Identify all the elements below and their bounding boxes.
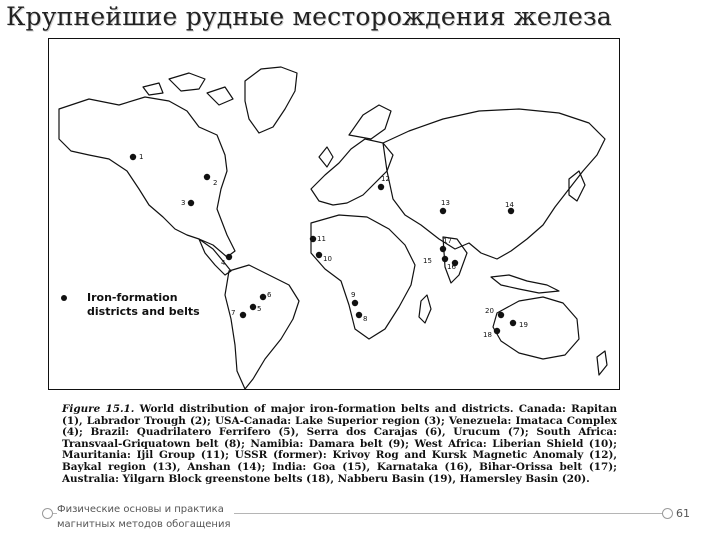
district-marker: [240, 312, 246, 318]
district-marker: [494, 328, 500, 334]
district-marker: [260, 294, 266, 300]
district-marker: [498, 312, 504, 318]
page-number: 61: [676, 507, 690, 520]
footer-course-title: [57, 502, 234, 532]
district-label: 8: [363, 315, 368, 323]
district-label: 2: [213, 179, 218, 187]
caption-label: Figure 15.1.: [62, 403, 135, 415]
legend-label-line1: Iron-formation: [87, 291, 178, 304]
district-marker: [510, 320, 516, 326]
indonesia-outline: [491, 275, 559, 293]
figure-caption: [62, 404, 617, 485]
district-marker: [130, 154, 136, 160]
legend-marker: [61, 295, 67, 301]
british-isles-outline: [319, 147, 333, 167]
slide-title: Крупнейшие рудные месторождения железа: [6, 2, 612, 31]
district-label: 19: [519, 321, 528, 329]
district-label: 6: [267, 291, 272, 299]
district-label: 16: [447, 263, 456, 271]
district-label: 9: [351, 291, 356, 299]
district-marker: [352, 300, 358, 306]
scandinavia-outline: [349, 105, 391, 139]
district-label: 4: [221, 259, 226, 267]
district-marker: [226, 254, 232, 260]
district-label: 7: [231, 309, 236, 317]
district-label: 18: [483, 331, 492, 339]
footer-bullet-right: [662, 508, 673, 519]
district-marker: [442, 256, 448, 262]
district-marker: [316, 252, 322, 258]
district-marker: [188, 200, 194, 206]
footer-line1: Физические основы и практика: [57, 504, 224, 515]
district-label: 3: [181, 199, 186, 207]
district-label: 11: [317, 235, 326, 243]
australia-outline: [493, 297, 579, 359]
map-legend: [61, 291, 200, 319]
district-label: 10: [323, 255, 332, 263]
caption-text: World distribution of major iron-formation belts and districts. Canada: Rapitan (1), Labrador Trough (2); USA-Canada: Lake Superior region (3); Venezuela: Imataca Complex (4); Brazil: Quadrilatero Ferrifero (5), Serra dos Carajas (6), Urucum (7); South Africa: Transvaal-Griquatown belt (8); Namibia: Damara belt (9); West Africa: Liberian Shield (10); Mauritania: Ijil Group (11); USSR (former): Krivoy Rog and Kursk Magnetic Anomaly (12), Baykal region (13), Anshan (14); India: Goa (15), Karnataka (16), Bihar-Orissa belt (17); Australia: Yilgarn Block greenstone belts (18), Nabberu Basin (19), Hamersley Basin (20).: [62, 403, 617, 485]
district-label: 12: [381, 175, 390, 183]
district-marker: [310, 236, 316, 242]
world-map: [48, 38, 620, 390]
district-marker: [440, 208, 446, 214]
new-zealand-outline: [597, 351, 607, 375]
district-marker: [250, 304, 256, 310]
legend-label-line2: districts and belts: [87, 305, 200, 318]
district-label: 15: [423, 257, 432, 265]
district-label: 17: [443, 237, 452, 245]
figure: [48, 38, 622, 500]
district-marker: [440, 246, 446, 252]
district-label: 5: [257, 305, 262, 313]
arctic-islands-outline: [143, 73, 233, 105]
footer-line2: магнитных методов обогащения: [57, 519, 231, 530]
district-label: 1: [139, 153, 144, 161]
district-label: 20: [485, 307, 494, 315]
district-marker: [204, 174, 210, 180]
madagascar-outline: [419, 295, 431, 323]
district-label: 14: [505, 201, 514, 209]
greenland-outline: [245, 67, 297, 133]
footer-bullet-left: [42, 508, 53, 519]
asia-outline: [383, 109, 605, 259]
europe-outline: [311, 139, 393, 205]
south-america-outline: [225, 265, 299, 389]
district-marker: [378, 184, 384, 190]
world-map-drawing: [49, 39, 621, 391]
district-marker: [356, 312, 362, 318]
district-label: 13: [441, 199, 450, 207]
